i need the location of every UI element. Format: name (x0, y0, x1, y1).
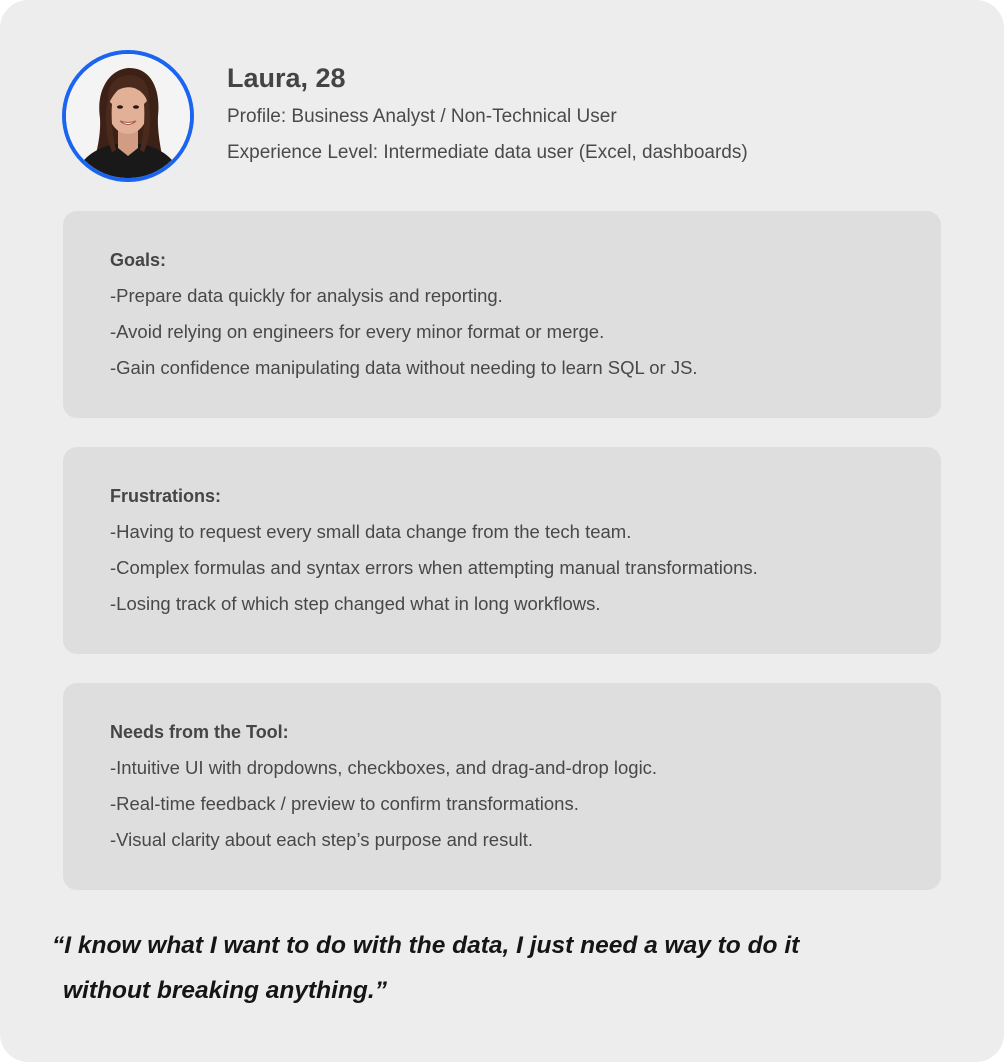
quote-line: “I know what I want to do with the data, I just need a way to do it (52, 932, 800, 959)
goal-item: -Prepare data quickly for analysis and reporting. (110, 285, 503, 306)
frustrations-title: Frustrations: (110, 486, 222, 506)
avatar (62, 50, 194, 182)
goals-section (63, 211, 941, 418)
person-portrait-icon (66, 54, 190, 178)
needs-section (63, 683, 941, 890)
need-item: -Visual clarity about each step’s purpose and result. (110, 829, 534, 850)
goal-item: -Avoid relying on engineers for every minor format or merge. (110, 321, 605, 342)
frustration-item: -Having to request every small data change from the tech team. (110, 521, 632, 542)
needs-title: Needs from the Tool: (110, 722, 289, 742)
persona-name: Laura, 28 (227, 63, 346, 93)
frustration-item: -Losing track of which step changed what in long workflows. (110, 593, 601, 614)
persona-profile: Profile: Business Analyst / Non-Technical User (227, 106, 617, 127)
persona-quote (52, 923, 952, 1013)
goal-item: -Gain confidence manipulating data without needing to learn SQL or JS. (110, 357, 698, 378)
quote-line: without breaking anything.” (63, 977, 387, 1004)
frustration-item: -Complex formulas and syntax errors when attempting manual transformations. (110, 557, 758, 578)
need-item: -Intuitive UI with dropdowns, checkboxes, and drag-and-drop logic. (110, 757, 658, 778)
need-item: -Real-time feedback / preview to confirm transformations. (110, 793, 579, 814)
goals-title: Goals: (110, 250, 167, 270)
frustrations-section (63, 447, 941, 654)
persona-experience: Experience Level: Intermediate data user (Excel, dashboards) (227, 142, 748, 163)
